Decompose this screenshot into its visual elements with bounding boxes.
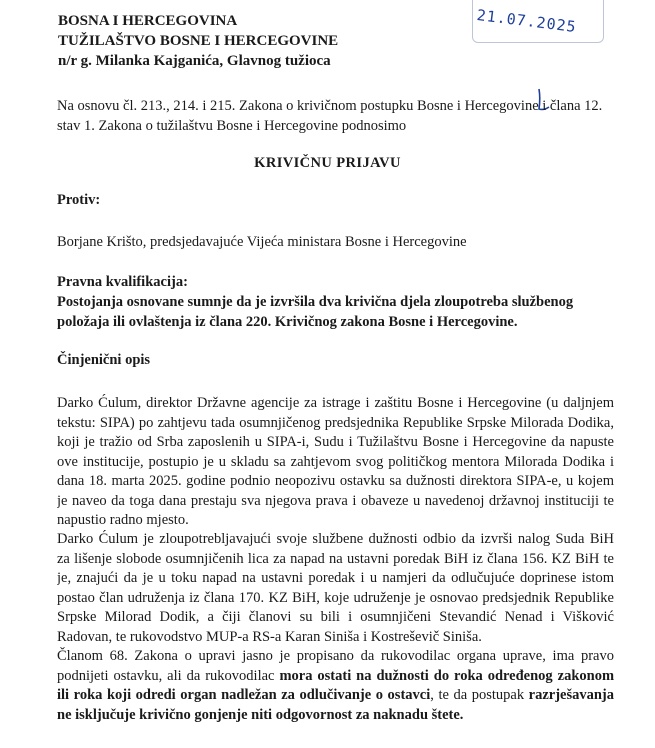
intro-line-1: Na osnovu čl. 213., 214. i 215. Zakona o krivičnom postupku Bosne i Hercegovine i člana 12.: [57, 98, 603, 114]
opis-p3-line-mixed: [57, 667, 614, 687]
protiv-text: Borjane Krišto, predsjedavajuće Vijeća ministara Bosne i Hercegovine: [57, 234, 467, 250]
opis-p1-line: ove institucije, postupio je u skladu sa zahtjevom svog političkog mentora Milorada Dodika i: [57, 453, 614, 470]
opis-p1-line: napustio radno mjesto.: [57, 512, 189, 528]
opis-p1-line: Darko Ćulum, direktor Državne agencije za istrage i zaštitu Bosne i Hercegovine (u daljnjem: [57, 395, 614, 411]
header-line-2: TUŽILAŠTVO BOSNE I HERCEGOVINE: [58, 33, 339, 49]
opis-p3-bold: mora ostati na dužnosti do roka određenog zakonom: [279, 667, 614, 684]
stamp-date: 21.07.2025: [475, 6, 578, 37]
kvalifikacija-label: Pravna kvalifikacija:: [57, 274, 188, 290]
opis-paragraph-3: [57, 647, 614, 725]
opis-p3-bold: razrješavanja: [528, 687, 614, 703]
opis-p3-text: , te da postupak: [430, 687, 525, 703]
opis-p1-line: je naveo da toga dana prestaju sva njegova prava i obaveze u navedenoj državnoj instituciji te: [57, 492, 614, 509]
intro-line-2: stav 1. Zakona o tužilaštvu Bosne i Hercegovine podnosimo: [57, 118, 407, 134]
opis-p3-line: Članom 68. Zakona o upravi jasno je propisano da rukovodilac organa uprave, ima pravo: [57, 648, 614, 664]
kvalifikacija-line-1: Postojanja osnovane sumnje da je izvršila dva krivična djela zloupotreba službenog: [57, 294, 574, 310]
opis-p3-line-mixed: [57, 686, 614, 706]
opis-p3-bold: ili roka koji odredi organ nadležan za odlučivanje o ostavci: [57, 687, 431, 703]
opis-p3-text: podnijeti ostavku, ali da rukovodilac: [57, 667, 275, 684]
opis-p2-line: Radovan, te rukovodstvo MUP-a RS-a Karan Siniša i Kostreševič Siniša.: [57, 628, 482, 645]
document-title: KRIVIČNU PRIJAVU: [254, 155, 401, 171]
opis-paragraph-2: [57, 530, 614, 647]
header-line-3: n/r g. Milanka Kajganića, Glavnog tužioca: [58, 53, 331, 69]
opis-label: Činjenični opis: [57, 352, 151, 368]
opis-p2-line: Darko Ćulum je zloupotrebljavajući svoje službene dužnosti odbio da izvrši nalog Suda BiH: [57, 531, 614, 547]
opis-p3-line: ne isključuje krivično gonjenje niti odgovornost za naknadu štete.: [57, 706, 464, 723]
opis-p2-line: za lišenje slobode osumnjičenih lica za napad na ustavni poredak BiH iz člana 156. KZ BiH te: [57, 550, 614, 567]
opis-p1-line: koji je tražio od Srba zaposlenih u SIPA-i, Sudu i Tužilaštvu Bosne i Hercegovine da napuste: [57, 434, 614, 450]
header-line-1: BOSNA I HERCEGOVINA: [58, 13, 238, 29]
opis-p2-line: je, znajući da je u toku napad na ustavni poredak i u namjeri da odlučujuće doprinese istom: [57, 570, 614, 586]
opis-p1-line: dana 18. marta 2025. godine podnio neopozivu ostavku sa dužnosti direktora SIPA-e, u kojem: [57, 473, 614, 489]
kvalifikacija-line-2: položaja ili ovlaštenja iz člana 220. Krivičnog zakona Bosne i Hercegovine.: [57, 314, 518, 330]
recipient-header: [58, 11, 338, 71]
protiv-label: Protiv:: [57, 192, 101, 208]
opis-p2-line: postao član udruženja iz člana 170. KZ BiH, koje udruženje je osnovao predsjednik Republike: [57, 589, 614, 606]
opis-paragraph-1: [57, 394, 614, 531]
opis-p1-line: tekstu: SIPA) po zahtjevu tada osumnjičenog predsjednika Republike Srpske Milorada Dodika,: [57, 414, 614, 431]
opis-p2-line: Srpske Milorad Dodik, a čiji članovi su bili i osumnjičeni Stevandić Nenad i Višković: [57, 609, 614, 625]
